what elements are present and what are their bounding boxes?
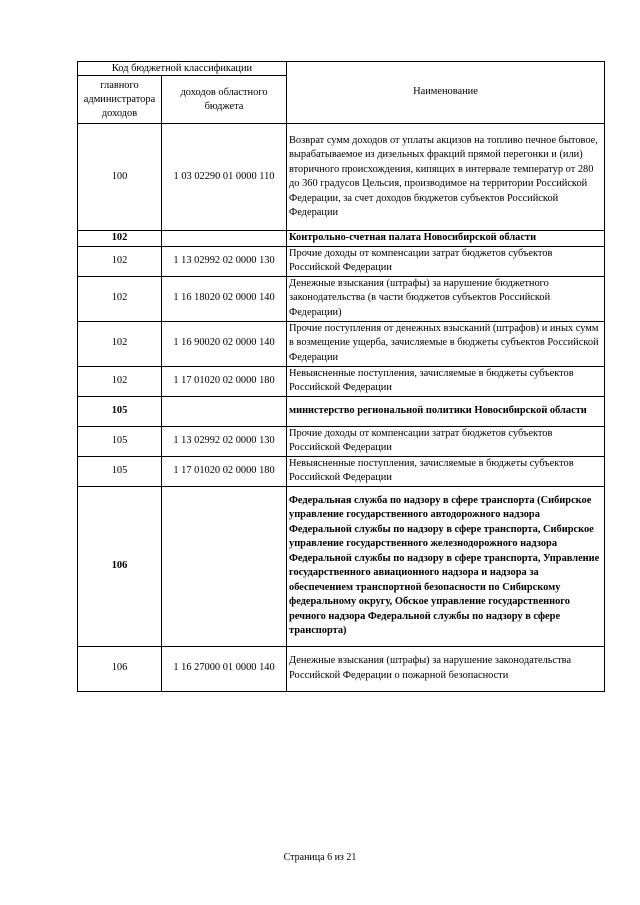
table-row bbox=[78, 456, 605, 486]
income-code bbox=[162, 396, 287, 426]
income-code: 1 03 02290 01 0000 110 bbox=[162, 124, 287, 231]
admin-code: 102 bbox=[78, 321, 162, 366]
table-row bbox=[78, 276, 605, 321]
admin-code: 106 bbox=[78, 646, 162, 691]
income-code bbox=[162, 486, 287, 646]
row-name: Федеральная служба по надзору в сфере транспорта (Сибирское управление государственного автодорожного надзора Федеральной службы по надзору в сфере транспорта, Сибирское управление государственного железнодорожного надзора Федеральной службы по надзору в сфере транспорта, Управление государственного авиационного надзора и надзора за обеспечением транспортной безопасности по Сибирскому федеральному округу, Обское управление государственного речного надзора Федеральной службы по надзору в сфере транспорта) bbox=[287, 486, 605, 646]
row-name: Контрольно-счетная палата Новосибирской области bbox=[287, 231, 605, 247]
table-row bbox=[78, 246, 605, 276]
header-admin: главного администратора доходов bbox=[78, 76, 162, 124]
header-income: доходов областного бюджета bbox=[162, 76, 287, 124]
admin-code: 100 bbox=[78, 124, 162, 231]
income-code: 1 16 90020 02 0000 140 bbox=[162, 321, 287, 366]
row-name: Прочие поступления от денежных взысканий (штрафов) и иных сумм в возмещение ущерба, зачисляемые в бюджеты субъектов Российской Федерации bbox=[287, 321, 605, 366]
admin-code: 105 bbox=[78, 426, 162, 456]
income-code: 1 13 02992 02 0000 130 bbox=[162, 426, 287, 456]
income-code: 1 16 27000 01 0000 140 bbox=[162, 646, 287, 691]
row-name: Невыясненные поступления, зачисляемые в бюджеты субъектов Российской Федерации bbox=[287, 366, 605, 396]
table-row bbox=[78, 646, 605, 691]
budget-classification-table bbox=[77, 61, 605, 692]
admin-code: 102 bbox=[78, 246, 162, 276]
income-code bbox=[162, 231, 287, 247]
table-row bbox=[78, 366, 605, 396]
table-row bbox=[78, 124, 605, 231]
admin-code: 105 bbox=[78, 456, 162, 486]
admin-code: 102 bbox=[78, 276, 162, 321]
income-code: 1 16 18020 02 0000 140 bbox=[162, 276, 287, 321]
admin-code: 105 bbox=[78, 396, 162, 426]
admin-code: 102 bbox=[78, 231, 162, 247]
row-name: Прочие доходы от компенсации затрат бюджетов субъектов Российской Федерации bbox=[287, 426, 605, 456]
table-row bbox=[78, 426, 605, 456]
table-row bbox=[78, 396, 605, 426]
admin-code: 102 bbox=[78, 366, 162, 396]
header-code-group: Код бюджетной классификации bbox=[78, 62, 287, 76]
table-row bbox=[78, 231, 605, 247]
row-name: Прочие доходы от компенсации затрат бюджетов субъектов Российской Федерации bbox=[287, 246, 605, 276]
header-name: Наименование bbox=[287, 62, 605, 124]
row-name: Возврат сумм доходов от уплаты акцизов на топливо печное бытовое, вырабатываемое из дизельных фракций прямой перегонки и (или) вторичного происхождения, кипящих в интервале температур от 280 до 360 градусов Цельсия, производимое на территории Российской Федерации, за счет доходов бюджетов субъектов Российской Федерации bbox=[287, 124, 605, 231]
row-name: министерство региональной политики Новосибирской области bbox=[287, 396, 605, 426]
income-code: 1 13 02992 02 0000 130 bbox=[162, 246, 287, 276]
table-row bbox=[78, 486, 605, 646]
row-name: Денежные взыскания (штрафы) за нарушение законодательства Российской Федерации о пожарной безопасности bbox=[287, 646, 605, 691]
row-name: Денежные взыскания (штрафы) за нарушение бюджетного законодательства (в части бюджетов субъектов Российской Федерации) bbox=[287, 276, 605, 321]
admin-code: 106 bbox=[78, 486, 162, 646]
row-name: Невыясненные поступления, зачисляемые в бюджеты субъектов Российской Федерации bbox=[287, 456, 605, 486]
page-number: Страница 6 из 21 bbox=[283, 852, 357, 863]
income-code: 1 17 01020 02 0000 180 bbox=[162, 366, 287, 396]
income-code: 1 17 01020 02 0000 180 bbox=[162, 456, 287, 486]
table-row bbox=[78, 321, 605, 366]
